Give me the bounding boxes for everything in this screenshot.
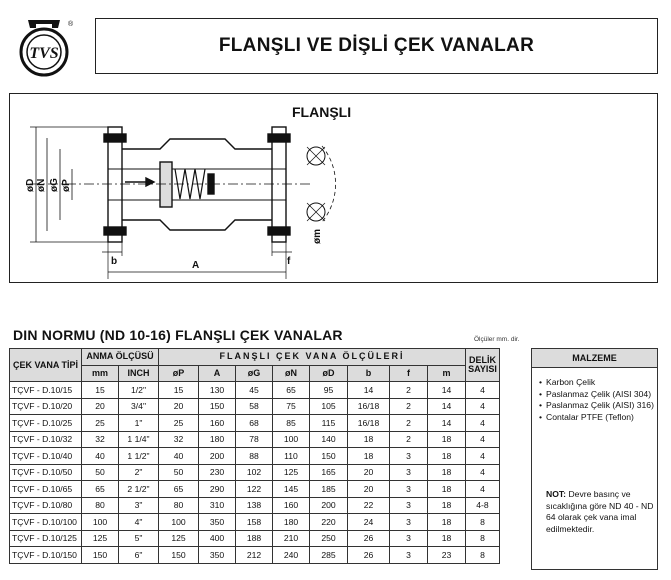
table-cell: TÇVF - D.10/32	[10, 431, 82, 448]
subheader-mm: mm	[82, 365, 119, 382]
table-cell: 180	[199, 431, 236, 448]
table-cell: 122	[236, 481, 273, 498]
label-A: A	[192, 260, 200, 271]
subheader-p: øP	[159, 365, 199, 382]
table-cell: 210	[273, 530, 310, 547]
table-cell: 65	[273, 382, 310, 399]
table-cell: 145	[273, 481, 310, 498]
table-cell: 290	[199, 481, 236, 498]
table-cell: 400	[199, 530, 236, 547]
table-cell: TÇVF - D.10/15	[10, 382, 82, 399]
table-cell: 58	[236, 398, 273, 415]
table-cell: 125	[273, 464, 310, 481]
table-cell: 14	[428, 398, 466, 415]
subheader-inch: INCH	[119, 365, 159, 382]
table-cell: 3"	[119, 497, 159, 514]
table-cell: TÇVF - D.10/100	[10, 514, 82, 531]
label-G: øG	[49, 178, 60, 192]
table-cell: 2"	[119, 464, 159, 481]
table-cell: 32	[82, 431, 119, 448]
table-cell: TÇVF - D.10/150	[10, 547, 82, 564]
table-cell: 22	[348, 497, 390, 514]
table-cell: 40	[82, 448, 119, 465]
table-cell: 115	[310, 415, 348, 432]
table-cell: 20	[82, 398, 119, 415]
material-item: • Karbon Çelik	[539, 377, 654, 389]
table-cell: 150	[310, 448, 348, 465]
table-cell: 16/18	[348, 398, 390, 415]
table-cell: 100	[82, 514, 119, 531]
table-cell: 8	[466, 530, 500, 547]
table-cell: TÇVF - D.10/80	[10, 497, 82, 514]
table-cell: 20	[348, 481, 390, 498]
table-cell: 138	[236, 497, 273, 514]
subheader-d: øD	[310, 365, 348, 382]
subheader-g: øG	[236, 365, 273, 382]
table-cell: 50	[82, 464, 119, 481]
drawing-title: FLANŞLI	[292, 104, 352, 120]
table-cell: 18	[428, 464, 466, 481]
table-row	[10, 547, 500, 564]
table-cell: 150	[159, 547, 199, 564]
table-cell: 3	[390, 497, 428, 514]
table-cell: 80	[82, 497, 119, 514]
table-cell: 165	[310, 464, 348, 481]
table-cell: 350	[199, 547, 236, 564]
table-cell: 100	[159, 514, 199, 531]
table-cell: 25	[159, 415, 199, 432]
table-cell: 2	[390, 431, 428, 448]
section-title: DIN NORMU (ND 10-16) FLANŞLI ÇEK VANALAR	[13, 327, 343, 343]
table-cell: 14	[428, 415, 466, 432]
registered-mark: ®	[68, 21, 74, 28]
table-cell: 25	[82, 415, 119, 432]
table-cell: 8	[466, 547, 500, 564]
table-cell: 350	[199, 514, 236, 531]
table-cell: 2 1/2"	[119, 481, 159, 498]
subheader-m: m	[428, 365, 466, 382]
logo-text: TVS	[29, 45, 59, 62]
table-row	[10, 497, 500, 514]
table-row	[10, 530, 500, 547]
table-cell: 26	[348, 530, 390, 547]
table-cell: 40	[159, 448, 199, 465]
table-cell: 4	[466, 464, 500, 481]
table-cell: 3	[390, 481, 428, 498]
table-cell: 88	[236, 448, 273, 465]
table-cell: 1 1/2"	[119, 448, 159, 465]
table-cell: 8	[466, 514, 500, 531]
table-cell: 4	[466, 415, 500, 432]
table-cell: 20	[348, 464, 390, 481]
table-cell: 65	[82, 481, 119, 498]
table-cell: 4	[466, 481, 500, 498]
table-cell: 125	[82, 530, 119, 547]
table-cell: 18	[428, 431, 466, 448]
table-cell: 130	[199, 382, 236, 399]
table-cell: 24	[348, 514, 390, 531]
material-list	[539, 377, 654, 423]
table-cell: 85	[273, 415, 310, 432]
label-b: b	[111, 256, 118, 267]
table-cell: 3	[390, 514, 428, 531]
units-note: Ölçüler mm. dir.	[474, 336, 520, 343]
table-cell: 230	[199, 464, 236, 481]
header-olculer: FLANŞLI ÇEK VANA ÖLÇÜLERİ	[159, 349, 466, 366]
material-item: • Contalar PTFE (Teflon)	[539, 412, 654, 424]
table-cell: 6"	[119, 547, 159, 564]
table-row	[10, 514, 500, 531]
label-f: f	[287, 256, 291, 267]
table-cell: 310	[199, 497, 236, 514]
table-cell: 2	[390, 415, 428, 432]
table-cell: 14	[348, 382, 390, 399]
table-cell: TÇVF - D.10/125	[10, 530, 82, 547]
table-cell: 160	[273, 497, 310, 514]
table-cell: 23	[428, 547, 466, 564]
label-P: øP	[61, 179, 72, 192]
table-cell: 212	[236, 547, 273, 564]
table-cell: 20	[159, 398, 199, 415]
table-cell: 1 1/4"	[119, 431, 159, 448]
material-item: • Paslanmaz Çelik (AISI 304)	[539, 389, 654, 401]
table-cell: 4	[466, 431, 500, 448]
valve-drawing	[10, 94, 657, 282]
table-cell: 125	[159, 530, 199, 547]
note-text: Devre basınç ve sıcaklığına göre ND 40 - ND 64 olarak çek vana imal edilmektedir.	[546, 489, 654, 534]
table-cell: 50	[159, 464, 199, 481]
table-cell: 78	[236, 431, 273, 448]
table-cell: 18	[428, 481, 466, 498]
table-cell: 15	[82, 382, 119, 399]
material-title: MALZEME	[531, 348, 658, 368]
header-anma: ANMA ÖLÇÜSÜ	[82, 349, 159, 366]
table-cell: 14	[428, 382, 466, 399]
subheader-b: b	[348, 365, 390, 382]
material-item: • Paslanmaz Çelik (AISI) 316)	[539, 400, 654, 412]
table-cell: TÇVF - D.10/40	[10, 448, 82, 465]
table-cell: 100	[273, 431, 310, 448]
table-cell: 240	[273, 547, 310, 564]
table-row	[10, 431, 500, 448]
table-cell: 110	[273, 448, 310, 465]
table-cell: 158	[236, 514, 273, 531]
table-cell: 200	[199, 448, 236, 465]
table-cell: 65	[159, 481, 199, 498]
page-title: FLANŞLI VE DİŞLİ ÇEK VANALAR	[218, 35, 535, 56]
table-cell: 1"	[119, 415, 159, 432]
table-cell: 16/18	[348, 415, 390, 432]
table-cell: 18	[428, 514, 466, 531]
table-cell: 285	[310, 547, 348, 564]
table-cell: 220	[310, 514, 348, 531]
table-cell: 200	[310, 497, 348, 514]
table-cell: 160	[199, 415, 236, 432]
table-cell: 1/2"	[119, 382, 159, 399]
company-logo	[12, 14, 76, 80]
table-cell: 32	[159, 431, 199, 448]
table-cell: 185	[310, 481, 348, 498]
table-cell: 140	[310, 431, 348, 448]
table-row	[10, 398, 500, 415]
table-row	[10, 415, 500, 432]
table-cell: 188	[236, 530, 273, 547]
header-tip: ÇEK VANA TİPİ	[10, 349, 82, 382]
spec-table	[9, 348, 500, 564]
table-row	[10, 481, 500, 498]
table-cell: 4	[466, 448, 500, 465]
note-label: NOT:	[546, 489, 567, 499]
table-cell: 3	[390, 464, 428, 481]
table-cell: 105	[310, 398, 348, 415]
material-note	[546, 489, 656, 535]
label-D: øD	[25, 178, 36, 192]
table-cell: 26	[348, 547, 390, 564]
label-N: øN	[36, 178, 47, 192]
table-cell: 45	[236, 382, 273, 399]
table-cell: 4-8	[466, 497, 500, 514]
table-cell: 3/4"	[119, 398, 159, 415]
table-cell: 15	[159, 382, 199, 399]
table-cell: 4	[466, 398, 500, 415]
table-cell: 68	[236, 415, 273, 432]
table-row	[10, 448, 500, 465]
table-cell: 80	[159, 497, 199, 514]
table-cell: 3	[390, 448, 428, 465]
table-cell: 18	[428, 497, 466, 514]
table-cell: TÇVF - D.10/20	[10, 398, 82, 415]
table-cell: 75	[273, 398, 310, 415]
subheader-n: øN	[273, 365, 310, 382]
table-cell: 4"	[119, 514, 159, 531]
table-cell: 2	[390, 382, 428, 399]
table-cell: 3	[390, 530, 428, 547]
table-cell: TÇVF - D.10/50	[10, 464, 82, 481]
table-cell: 102	[236, 464, 273, 481]
header-box	[95, 18, 658, 74]
table-cell: 150	[199, 398, 236, 415]
table-cell: 180	[273, 514, 310, 531]
table-cell: 2	[390, 398, 428, 415]
table-cell: 18	[348, 431, 390, 448]
subheader-a: A	[199, 365, 236, 382]
table-cell: 3	[390, 547, 428, 564]
table-cell: 18	[428, 448, 466, 465]
table-row	[10, 464, 500, 481]
table-cell: 18	[428, 530, 466, 547]
header-delik: DELİK SAYISI	[466, 349, 500, 382]
subheader-f: f	[390, 365, 428, 382]
table-cell: 5"	[119, 530, 159, 547]
table-cell: TÇVF - D.10/25	[10, 415, 82, 432]
table-cell: 18	[348, 448, 390, 465]
table-cell: 150	[82, 547, 119, 564]
table-cell: 95	[310, 382, 348, 399]
table-row	[10, 382, 500, 399]
table-cell: 4	[466, 382, 500, 399]
table-cell: TÇVF - D.10/65	[10, 481, 82, 498]
table-cell: 250	[310, 530, 348, 547]
label-m: øm	[312, 229, 323, 244]
